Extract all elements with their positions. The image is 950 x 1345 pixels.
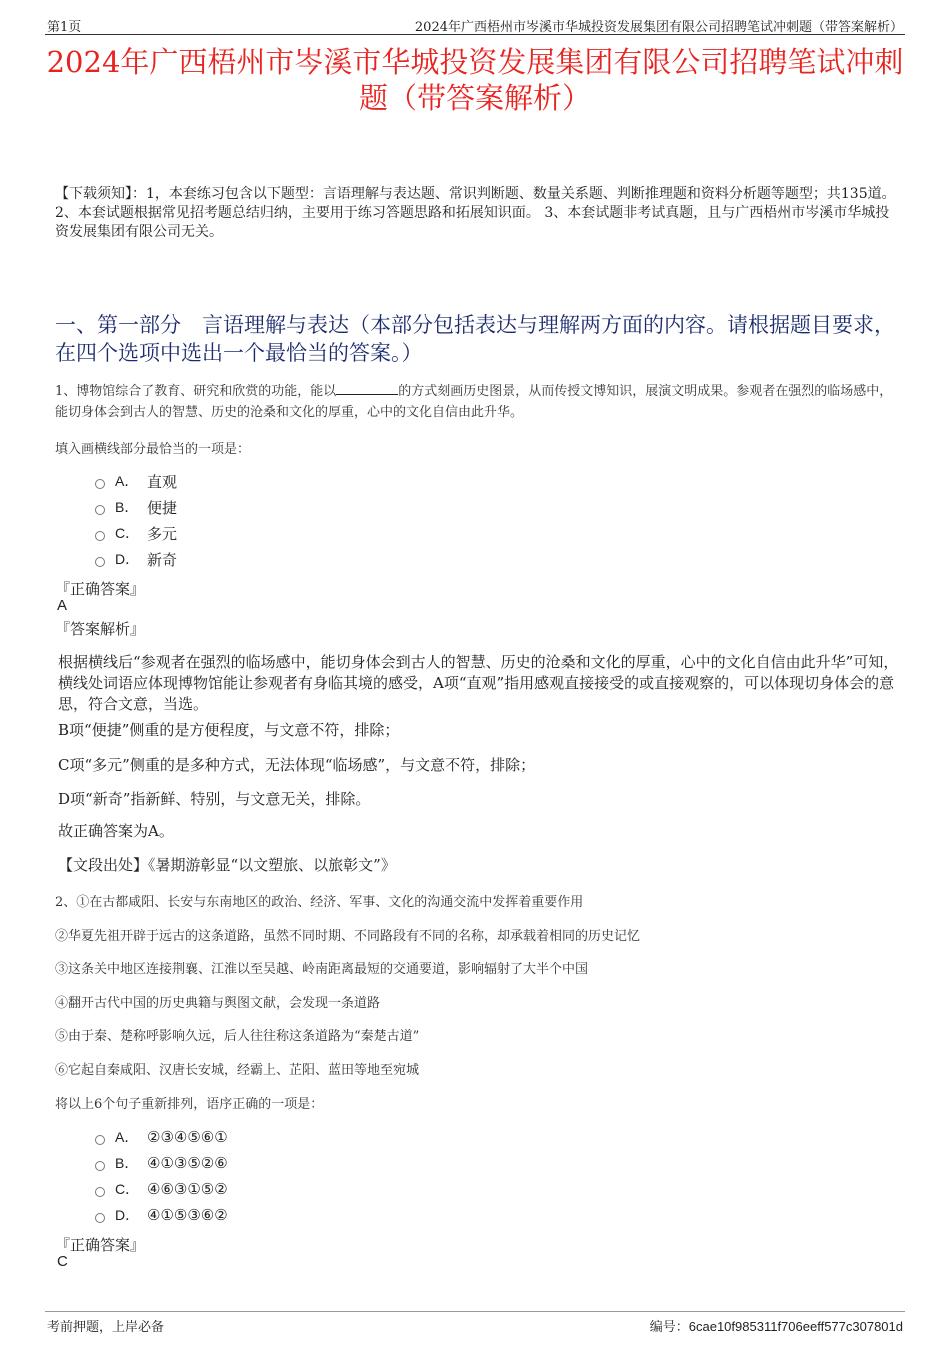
page-number: 第1页 [47, 20, 82, 35]
q2-sentence-3: ③这条关中地区连接荆襄、江淮以至吴越、岭南距离最短的交通要道，影响辐射了大半个中国 [55, 962, 589, 977]
q1-option-b[interactable]: B． 便捷 [95, 497, 177, 517]
page-header [45, 14, 905, 35]
radio-icon[interactable] [95, 1135, 105, 1145]
q1-text-after: 的方式刻画历史图景，从而传授文博知识，展演文明成果。参观者在强烈的临场感中，能切身体会到古人的智慧、历史的沧桑和文化的厚重，心中的文化自信由此升华。 [55, 384, 893, 420]
q1-analysis-p4: D项“新奇”指新鲜、特别，与文意无关，排除。 [58, 790, 371, 808]
q1-answer: A [57, 597, 68, 614]
q1-text-before: 1、博物馆综合了教育、研究和欣赏的功能，能以 [55, 384, 337, 399]
q1-analysis-p1: 根据横线后“参观者在强烈的临场感中，能切身体会到古人的智慧、历史的沧桑和文化的厚重，心中的文化自信由此升华”可知，横线处词语应体现博物馆能让参观者有身临其境的感受，A项“直观”指用感观直接接受的或直接观察的，可以体现切身体会的意思，符合文意，当选。 [58, 653, 899, 713]
download-notice: 【下载须知】：1，本套练习包含以下题型：言语理解与表达题、常识判断题、数量关系题、判断推理题和资料分析题等题型；共135道。 2、本套试题根据常见招考题总结归纳，主要用于练习答题思路和拓展知识面。 3、本套试题非考试真题，且与广西梧州市岑溪市华城投资发展集团有限公司无关。 [55, 186, 896, 240]
radio-icon[interactable] [95, 479, 105, 489]
q2-sentence-1: 2、①在古都咸阳、长安与东南地区的政治、经济、军事、文化的沟通交流中发挥着重要作用 [55, 895, 584, 910]
q2-option-c[interactable]: C． ④⑥③①⑤② [95, 1179, 228, 1199]
q2-sentence-6: ⑥它起自秦咸阳、汉唐长安城，经霸上、芷阳、蓝田等地至宛城 [55, 1063, 420, 1078]
q1-option-a[interactable]: A． 直观 [95, 471, 177, 491]
q1-option-c[interactable]: C． 多元 [95, 523, 177, 543]
radio-icon[interactable] [95, 1161, 105, 1171]
document-title: 2024年广西梧州市岑溪市华城投资发展集团有限公司招聘笔试冲刺题（带答案解析） [46, 45, 904, 115]
section-heading: 一、第一部分 言语理解与表达（本部分包括表达与理解两方面的内容。请根据题目要求，在四个选项中选出一个最恰当的答案。） [55, 313, 895, 365]
footer-doc-id: 编号：6cae10f985311f706eeff577c307801d [649, 1319, 903, 1334]
q2-sentence-5: ⑤由于秦、楚称呼影响久远，后人往往称这条道路为“秦楚古道” [55, 1029, 420, 1044]
q1-prompt: 填入画横线部分最恰当的一项是： [55, 442, 251, 457]
q1-analysis-p2: B项“便捷”侧重的是方便程度，与文意不符，排除； [58, 721, 400, 739]
q2-option-d[interactable]: D． ④①⑤③⑥② [95, 1205, 228, 1225]
radio-icon[interactable] [95, 1187, 105, 1197]
header-doc-title: 2024年广西梧州市岑溪市华城投资发展集团有限公司招聘笔试冲刺题（带答案解析） [414, 20, 903, 35]
radio-icon[interactable] [95, 1213, 105, 1223]
q1-blank [336, 382, 398, 395]
q2-answer: C [57, 1253, 68, 1270]
q2-option-a[interactable]: A． ②③④⑤⑥① [95, 1127, 228, 1147]
radio-icon[interactable] [95, 531, 105, 541]
q1-answer-label: 『正确答案』 [55, 580, 146, 598]
q1-option-d[interactable]: D． 新奇 [95, 549, 177, 569]
footer-slogan: 考前押题，上岸必备 [47, 1320, 165, 1335]
q2-prompt: 将以上6个句子重新排列，语序正确的一项是： [55, 1097, 324, 1112]
radio-icon[interactable] [95, 557, 105, 567]
q1-analysis-p5: 故正确答案为A。 [58, 822, 174, 840]
q1-analysis-label: 『答案解析』 [55, 620, 146, 638]
q1-analysis-p3: C项“多元”侧重的是多种方式，无法体现“临场感”，与文意不符，排除； [58, 756, 536, 774]
q2-sentence-4: ④翻开古代中国的历史典籍与舆图文献，会发现一条道路 [55, 996, 381, 1011]
q2-answer-label: 『正确答案』 [55, 1236, 146, 1254]
radio-icon[interactable] [95, 505, 105, 515]
q2-sentence-2: ②华夏先祖开辟于远古的这条道路，虽然不同时期、不同路段有不同的名称，却承载着相同的历史记忆 [55, 929, 641, 944]
q1-text [55, 381, 902, 423]
q2-option-b[interactable]: B． ④①③⑤②⑥ [95, 1153, 228, 1173]
q1-source: 【文段出处】《暑期游彰显“以文塑旅、以旅彰文”》 [58, 856, 396, 874]
page-footer [45, 1311, 905, 1335]
